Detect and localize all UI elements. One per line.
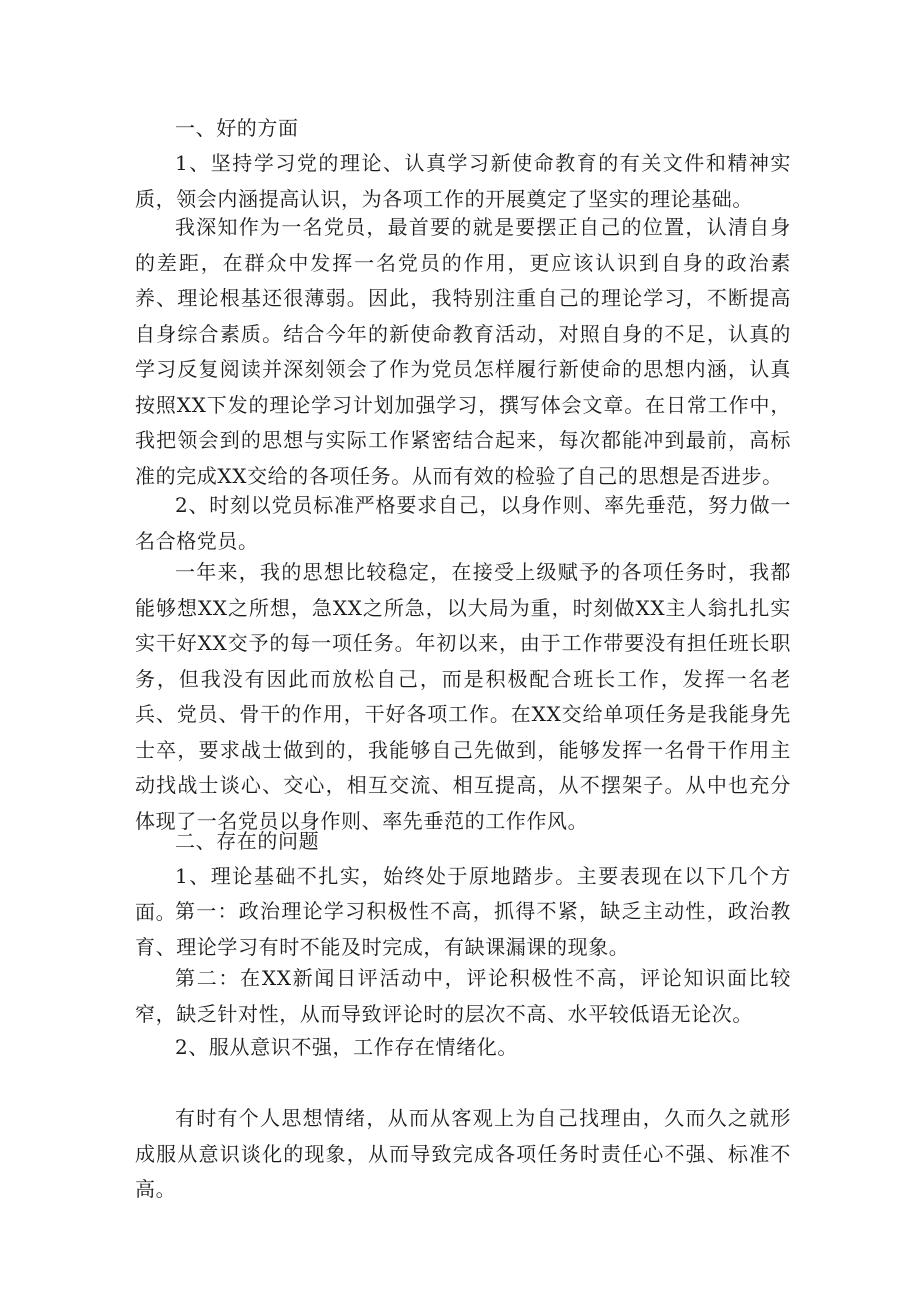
paragraph-6: 第一：政治理论学习积极性不高，抓得不紧，缺乏主动性，政治教育、理论学习有时不能及时完成，有缺课漏课的现象。: [135, 899, 791, 959]
paragraph-2: 我深知作为一名党员，最首要的就是要摆正自己的位置，认清自身的差距，在群众中发挥一名党员的作用，更应该认识到自身的政治素养、理论根基还很薄弱。因此，我特别注重自己的理论学习，不断提高自身综合素质。结合今年的新使命教育活动，对照自身的不足，认真的学习反复阅读并深刻领会了作为党员怎样履行新使命的思想内涵，认真按照XX下发的理论学习计划加强学习，撰写体会文章。在日常工作中，我把领会到的思想与实际工作紧密结合起来，每次都能冲到最前，高标准的完成XX交给的各项任务。从而有效的检验了自己的思想是否进步。: [135, 215, 791, 488]
paragraph-8: 2、服从意识不强，工作存在情绪化。: [175, 1035, 518, 1059]
paragraph-7: 第二：在XX新闻日评活动中，评论积极性不高，评论知识面比较窄，缺乏针对性，从而导致评论时的层次不高、水平较低语无论次。: [135, 966, 791, 1026]
paragraph-3: 2、时刻以党员标准严格要求自己，以身作则、率先垂范，努力做一名合格党员。: [135, 493, 791, 553]
section-heading-strengths: 一、好的方面: [175, 116, 299, 140]
paragraph-1: 1、坚持学习党的理论、认真学习新使命教育的有关文件和精神实质，领会内涵提高认识，为各项工作的开展奠定了坚实的理论基础。: [135, 151, 791, 211]
paragraph-4: 一年来，我的思想比较稳定，在接受上级赋予的各项任务时，我都能够想XX之所想，急XX之所急，以大局为重，时刻做XX主人翁扎扎实实干好XX交予的每一项任务。年初以来，由于工作带要没有担任班长职务，但我没有因此而放松自己，而是积极配合班长工作，发挥一名老兵、党员、骨干的作用，干好各项工作。在XX交给单项任务是我能身先士卒，要求战士做到的，我能够自己先做到，能够发挥一名骨干作用主动找战士谈心、交心，相互交流、相互提高，从不摆架子。从中也充分体现了一名党员以身作则、率先垂范的工作作风。: [135, 560, 791, 833]
paragraph-9: 有时有个人思想情绪，从而从客观上为自己找理由，久而久之就形成服从意识谈化的现象，从而导致完成各项任务时责任心不强、标准不高。: [135, 1106, 791, 1201]
section-heading-problems: 二、存在的问题: [175, 829, 320, 853]
paragraph-5: 1、理论基础不扎实，始终处于原地踏步。主要表现在以下几个方面。: [135, 864, 791, 924]
